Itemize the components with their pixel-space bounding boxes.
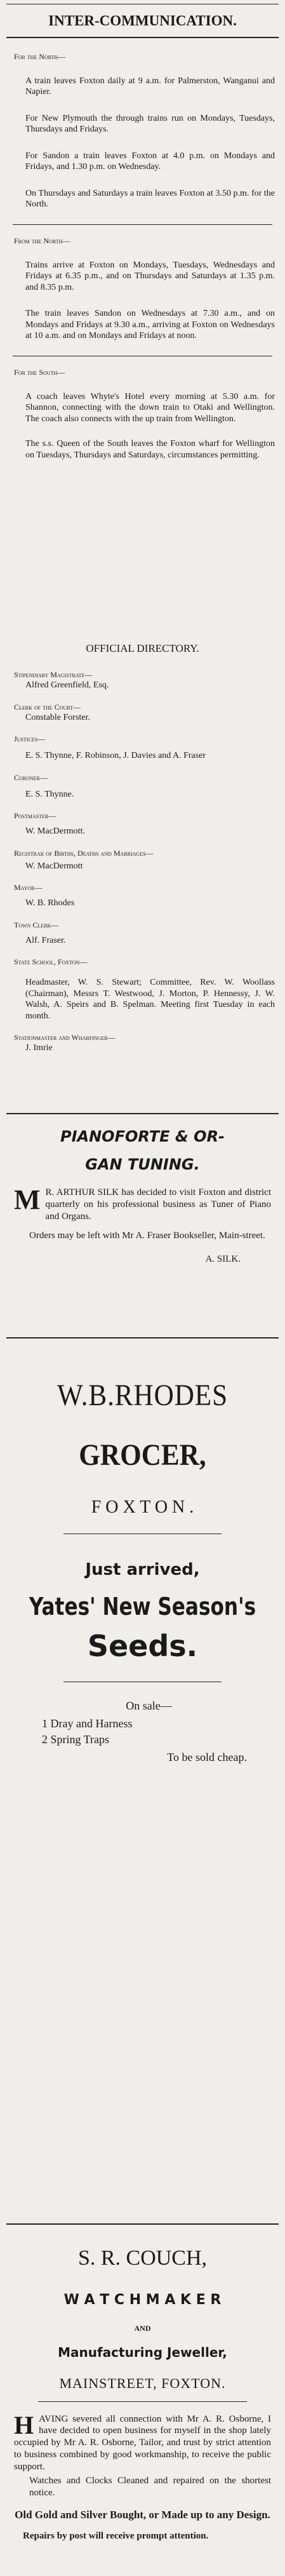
directory-label: Clerk of the Court— (14, 702, 81, 711)
directory-value: W. MacDermott. (25, 826, 85, 837)
directory-value: W. B. Rhodes (25, 898, 75, 908)
north-item-4: On Thursdays and Saturdays a train leaves Foxton at 3.50 p.m. for the North. (25, 188, 275, 210)
intercom-heading: INTER-COMMUNICATION. (48, 13, 237, 29)
couch-body (0, 2402, 285, 2473)
directory-value: Constable Forster. (25, 712, 90, 722)
directory-label: Postmaster— (14, 811, 56, 821)
piano-heading-line2: GAN TUNING. (85, 1156, 200, 1173)
piano-signature: A. SILK. (205, 1254, 241, 1264)
directory-label: Mayor— (14, 883, 43, 893)
rhodes-seeds-line2: Seeds. (87, 1629, 198, 1663)
couch-and: AND (134, 2324, 151, 2333)
couch-trade: W A T C H M A K E R (63, 2291, 222, 2308)
north-label: For the North— (14, 51, 66, 61)
rhodes-trade: GROCER, (79, 1438, 206, 1472)
couch-post: Repairs by post will receive prompt attention. (23, 2531, 209, 2541)
rhodes-item: 1 Dray and Harness (42, 1717, 133, 1730)
north-item-3: For Sandon a train leaves Foxton at 4.0 p.m. on Mondays and Fridays, and 1.30 p.m. on Wednesday. (25, 151, 275, 172)
piano-text: R. ARTHUR SILK has decided to visit Foxton and district quarterly on his professional business as Tuner of Piano and Organs. (45, 1187, 271, 1222)
from-north-item-1: Trains arrive at Foxton on Mondays, Tuesdays, Wednesdays and Fridays at 6.35 p.m., and on Thursdays and Saturdays at 1.35 p.m. and 8.35 p.m. (25, 260, 275, 292)
couch-dropcap: H (14, 2410, 34, 2439)
directory-value: E. S. Thynne. (25, 789, 74, 799)
advert-rule (6, 2223, 279, 2225)
south-item-2: The s.s. Queen of the South leaves the Foxton wharf for Wellington on Tuesdays, Thursdays and Saturdays, circumstances permitting. (25, 439, 275, 460)
directory-label: Registrar of Births, Deaths and Marriages— (14, 848, 154, 858)
official-directory-section (0, 642, 285, 1054)
south-label: For the South— (14, 367, 65, 377)
directory-value: J. Imrie (25, 1043, 53, 1053)
directory-label: Town Clerk— (14, 920, 59, 929)
intercommunication-section (0, 4, 285, 461)
rhodes-item: 2 Spring Traps (42, 1732, 110, 1746)
directory-value: Headmaster, W. S. Stewart; Committee, Rev. W. Woollass (Chairman), Messrs T. Westwood, J. Morton, P. Hennessy, J. W. Walsh, A. Speirs and B. Spelman. Meeting first Tuesday in each month. (25, 978, 275, 1021)
rhodes-arrived: Just arrived, (85, 1560, 200, 1579)
directory-value: E. S. Thynne, F. Robinson, J. Davies and A. Fraser (25, 751, 206, 761)
piano-dropcap: M (14, 1184, 41, 1215)
directory-label: Justices— (14, 734, 46, 744)
couch-advert (0, 2223, 285, 2542)
piano-orders: Orders may be left with Mr A. Fraser Bookseller, Main-street. (29, 1231, 265, 1241)
couch-gold: Old Gold and Silver Bought, or Made up to any Design. (15, 2508, 270, 2521)
from-north-label: From the North— (14, 236, 70, 245)
directory-heading: OFFICIAL DIRECTORY. (86, 642, 199, 654)
couch-jeweller: Manufacturing Jeweller, (58, 2345, 227, 2360)
couch-text: AVING severed all connection with Mr A. R. Osborne, I have decided to open business for myself in the shop lately occupied by Mr A. R. Osborne, Tailor, and trust by strict attention to business combined by good workmanship, to receive the public support. (14, 2413, 271, 2472)
south-item-1: A coach leaves Whyte's Hotel every morning at 5.30 a.m. for Shannon, connecting with the down train to Otaki and Wellington. The coach also connects with the up train from Wellington. (25, 391, 275, 424)
north-item-2: For New Plymouth the through trains run on Mondays, Tuesdays, Thursdays and Fridays. (25, 113, 275, 135)
rhodes-town: F O X T O N . (91, 1497, 194, 1517)
directory-value: W. MacDermott (25, 861, 83, 871)
rhodes-sold: To be sold cheap. (167, 1751, 247, 1763)
piano-tuning-advert (0, 1113, 285, 1265)
advert-rule (6, 1337, 279, 1339)
directory-value: Alfred Greenfield, Esq. (25, 680, 109, 691)
heading-rule (6, 37, 279, 38)
directory-value: Alf. Fraser. (25, 935, 66, 945)
couch-repairs: Watches and Clocks Cleaned and repaired on the shortest notice. (29, 2476, 271, 2498)
piano-body (0, 1174, 285, 1222)
directory-label: Stipendiary Magistrate— (14, 670, 93, 680)
rhodes-advert (0, 1337, 285, 1765)
couch-name: S. R. COUCH, (77, 2246, 208, 2270)
rhodes-name: W.B.RHODES (56, 1379, 229, 1412)
couch-address: MAINSTREET, FOXTON. (59, 2375, 226, 2391)
rhodes-seeds-line1: Yates' New Season's (29, 1592, 256, 1621)
piano-heading-line1: PIANOFORTE & OR- (60, 1128, 225, 1145)
directory-label: State School, Foxton— (14, 957, 88, 967)
rhodes-on-sale: On sale— (126, 1699, 172, 1712)
directory-label: Coroner— (14, 772, 48, 782)
directory-label: Stationmaster and Wharfinger— (14, 1033, 116, 1042)
north-item-1: A train leaves Foxton daily at 9 a.m. for Palmerston, Wanganui and Napier. (25, 76, 275, 97)
advert-rule (6, 1113, 279, 1114)
from-north-item-2: The train leaves Sandon on Wednesdays at 7.30 a.m., and on Mondays and Fridays at 9.30 a.m., arriving at Foxton on Wednesdays at 10 a.m. and on Mondays and Fridays at noon. (25, 309, 275, 341)
north-divider (13, 224, 272, 225)
